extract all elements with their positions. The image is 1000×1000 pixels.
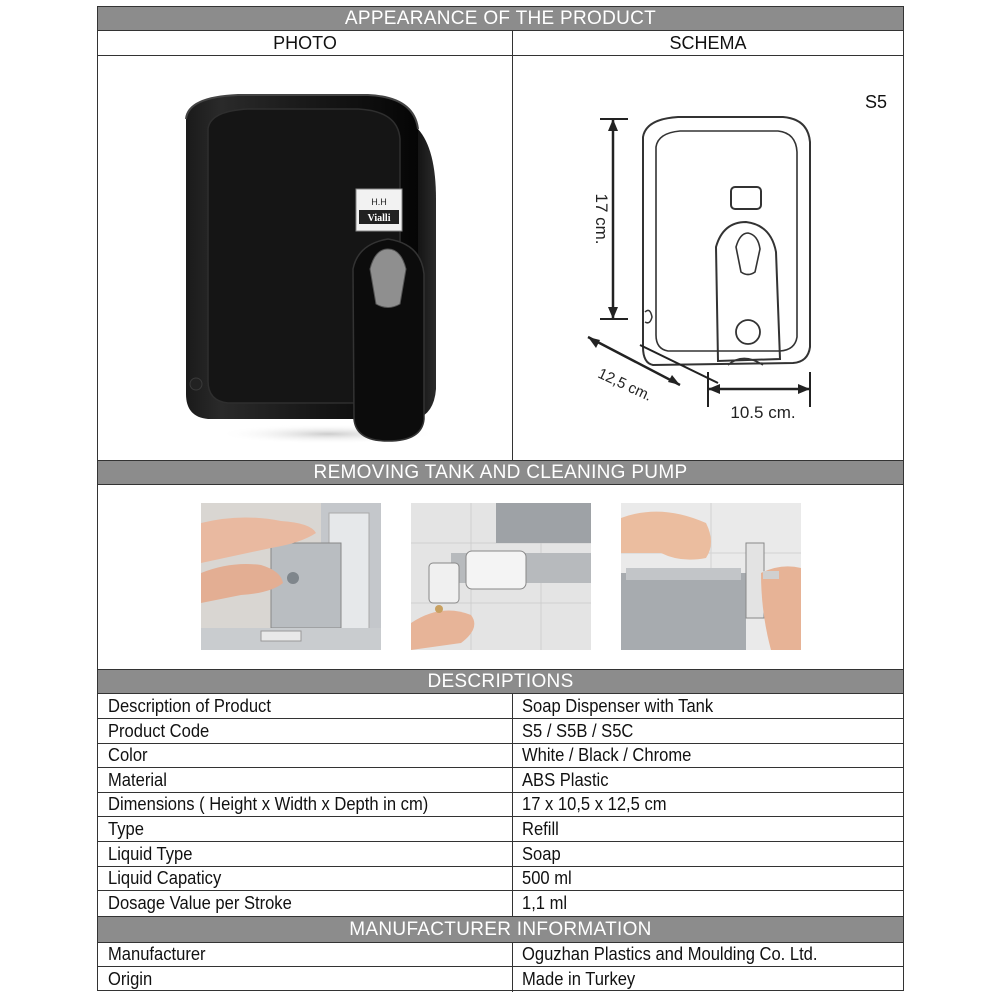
height-label: 17 cm. bbox=[592, 193, 611, 245]
descriptions-header: DESCRIPTIONS bbox=[98, 669, 903, 694]
row-divider bbox=[98, 890, 903, 891]
brand-logo-text: Vialli bbox=[367, 213, 391, 224]
product-photo bbox=[178, 89, 438, 449]
row-divider bbox=[98, 743, 903, 744]
row-label: Liquid Type bbox=[108, 844, 193, 864]
manufacturer-header: MANUFACTURER INFORMATION bbox=[98, 916, 903, 943]
row-label: Origin bbox=[108, 969, 153, 989]
row-divider bbox=[98, 792, 903, 793]
row-label: Liquid Capaticy bbox=[108, 868, 222, 888]
brand-small-text: H.H bbox=[371, 197, 387, 207]
removing-header: REMOVING TANK AND CLEANING PUMP bbox=[98, 460, 903, 485]
row-value: Refill bbox=[522, 819, 559, 839]
row-value: 1,1 ml bbox=[522, 893, 568, 913]
schema-drawing bbox=[568, 107, 818, 427]
row-value: ABS Plastic bbox=[522, 770, 609, 790]
schema-model-tag: S5 bbox=[865, 92, 888, 112]
row-value: 500 ml bbox=[522, 868, 572, 888]
row-label: Description of Product bbox=[108, 696, 271, 716]
row-value: Soap bbox=[522, 844, 561, 864]
step-photo-1 bbox=[201, 503, 381, 650]
width-label: 10.5 cm. bbox=[730, 403, 796, 422]
photo-schema-divider bbox=[512, 31, 513, 464]
row-value: S5 / S5B / S5C bbox=[522, 721, 634, 741]
row-label: Manufacturer bbox=[108, 944, 206, 964]
manufacturer-divider bbox=[512, 942, 513, 992]
row-divider bbox=[98, 718, 903, 719]
row-divider bbox=[98, 841, 903, 842]
row-value: White / Black / Chrome bbox=[522, 745, 692, 765]
row-label: Dimensions ( Height x Width x Depth in cm) bbox=[108, 794, 429, 814]
row-value: Made in Turkey bbox=[522, 969, 636, 989]
row-divider bbox=[98, 767, 903, 768]
row-label: Color bbox=[108, 745, 148, 765]
row-label: Type bbox=[108, 819, 144, 839]
step-photo-2 bbox=[411, 503, 591, 650]
photo-header: PHOTO bbox=[98, 31, 512, 56]
table-divider bbox=[512, 693, 513, 917]
row-label: Material bbox=[108, 770, 167, 790]
row-divider bbox=[98, 816, 903, 817]
product-spec-sheet bbox=[97, 6, 904, 991]
row-value: Oguzhan Plastics and Moulding Co. Ltd. bbox=[522, 944, 818, 964]
row-value: 17 x 10,5 x 12,5 cm bbox=[522, 794, 667, 814]
row-value: Soap Dispenser with Tank bbox=[522, 696, 714, 716]
step-photo-3 bbox=[621, 503, 801, 650]
row-divider bbox=[98, 866, 903, 867]
schema-header: SCHEMA bbox=[512, 31, 904, 56]
row-label: Product Code bbox=[108, 721, 210, 741]
row-divider bbox=[98, 966, 903, 967]
depth-label: 12,5 cm. bbox=[595, 365, 655, 405]
row-label: Dosage Value per Stroke bbox=[108, 893, 292, 913]
appearance-header: APPEARANCE OF THE PRODUCT bbox=[98, 6, 903, 31]
